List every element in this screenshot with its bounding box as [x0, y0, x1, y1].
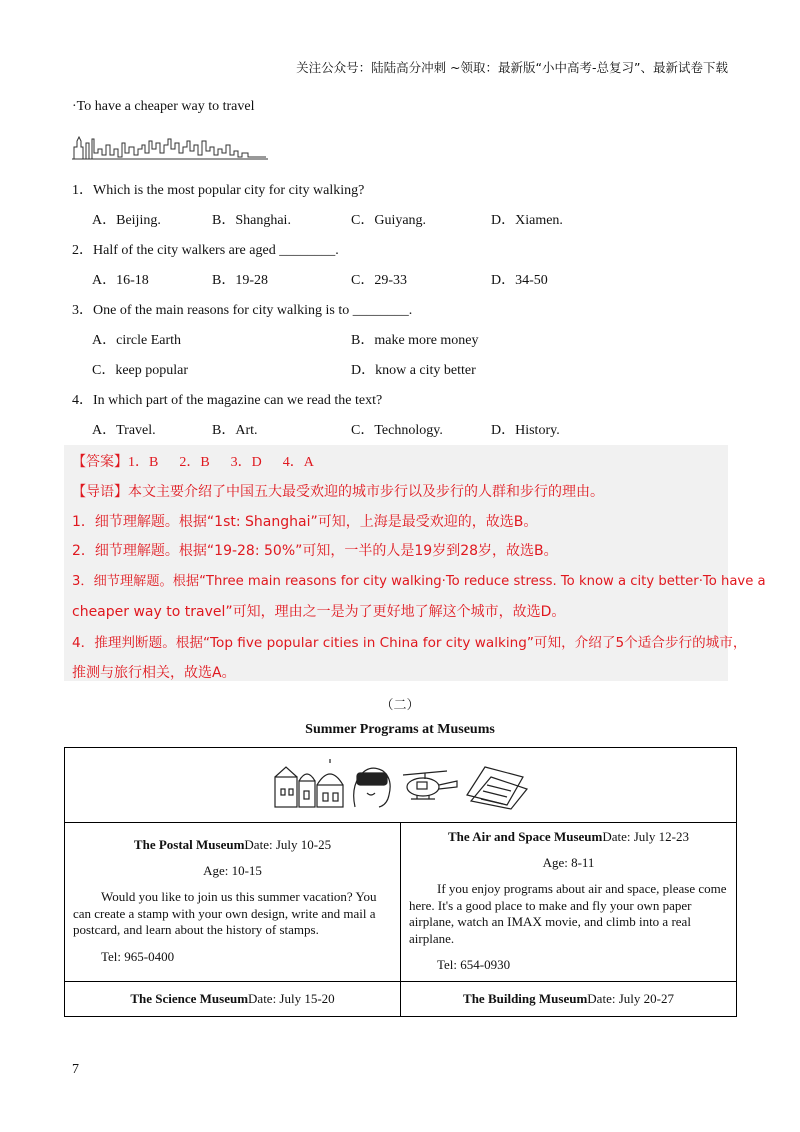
- explanation-2: 2．细节理解题。根据“19-28: 50%”可知，一半的人是19岁到28岁，故选B。: [72, 543, 558, 559]
- page-header: 关注公众号：陆陆高分冲刺 ~领取：最新版“小中高考-总复习”、最新试卷下载: [296, 60, 728, 75]
- guide-label: 【导语】: [72, 484, 128, 500]
- question-4-option-d: D．History.: [491, 423, 560, 438]
- explanation-1: 1．细节理解题。根据“1st: Shanghai”可知，上海是最受欢迎的，故选B。: [72, 514, 538, 530]
- question-2-option-c: C．29-33: [351, 273, 407, 288]
- museum-description: Would you like to join us this summer vacation? You can create a stamp with your own design, write and mail a postcard, and learn about the history of stamps.: [73, 889, 377, 937]
- city-skyline-image: [72, 135, 268, 161]
- vr-headset-icon: [353, 768, 389, 807]
- question-4-stem: 4．In which part of the magazine can we read the text?: [72, 393, 383, 408]
- question-2-option-a: A．16-18: [92, 273, 149, 288]
- question-1-stem: 1．Which is the most popular city for city walking?: [72, 183, 365, 198]
- question-3-option-d: D．know a city better: [351, 363, 476, 378]
- museum-phone: Tel: 965-0400: [101, 948, 175, 964]
- question-2-stem: 2．Half of the city walkers are aged ________.: [72, 243, 339, 258]
- question-4-option-c: C．Technology.: [351, 423, 443, 438]
- page-number: 7: [72, 1062, 79, 1077]
- question-1-option-a: A．Beijing.: [92, 213, 161, 228]
- museum-name: The Science Museum: [130, 991, 249, 1006]
- question-3-stem: 3．One of the main reasons for city walking is to ________.: [72, 303, 413, 318]
- museum-illustrations: [271, 755, 531, 811]
- building-icon: [275, 759, 343, 807]
- question-2-option-d: D．34-50: [491, 273, 548, 288]
- explanation-4-line-1: 4．推理判断题。根据“Top five popular cities in China for city walking”可知，介绍了5个适合步行的城市，: [72, 635, 747, 651]
- museum-card-postal: [65, 823, 401, 982]
- museum-description: If you enjoy programs about air and space, please come here. It's a good place to make and fly your own paper airplane, watch an IMAX movie, and climb into a real airplane.: [409, 881, 727, 946]
- answer-label: 【答案】: [72, 454, 128, 470]
- reason-line: ·To have a cheaper way to travel: [72, 99, 255, 114]
- passage-title: Summer Programs at Museums: [305, 722, 495, 737]
- museum-date: Date: July 15-20: [248, 991, 335, 1006]
- explanation-3-line-2: cheaper way to travel”可知，理由之一是为了更好地了解这个城市，故选D。: [72, 604, 566, 620]
- museum-card-building: [401, 982, 737, 1017]
- question-3-option-c: C．keep popular: [92, 363, 189, 378]
- explanation-4-line-2: 推测与旅行相关，故选A。: [72, 665, 236, 681]
- answer-line: [72, 451, 314, 471]
- explanation-3-line-1: 3．细节理解题。根据“Three main reasons for city walking·To reduce stress. To know a city better·To have a: [72, 574, 766, 589]
- question-4-option-b: B．Art.: [212, 423, 258, 438]
- museum-date: Date: July 10-25: [244, 837, 332, 852]
- museum-date: Date: July 20-27: [587, 991, 674, 1006]
- museum-card-air-space: [401, 823, 737, 982]
- museum-table: [64, 747, 737, 1017]
- museum-card-science: [65, 982, 401, 1017]
- question-1-option-d: D．Xiamen.: [491, 213, 563, 228]
- museum-date: Date: July 12-23: [602, 829, 689, 844]
- museum-name: The Air and Space Museum: [448, 829, 603, 844]
- helicopter-icon: [403, 771, 457, 799]
- question-3-option-b: B．make more money: [351, 333, 479, 348]
- museum-age: Age: 10-15: [203, 863, 262, 878]
- question-4-option-a: A．Travel.: [92, 423, 156, 438]
- question-3-option-a: A．circle Earth: [92, 333, 182, 348]
- stamps-icon: [467, 767, 527, 809]
- museum-images-cell: [65, 748, 737, 823]
- answer-values: 1．B 2．B 3．D 4．A: [128, 455, 314, 470]
- section-number: （二）: [380, 697, 420, 712]
- guide-text: 本文主要介绍了中国五大最受欢迎的城市步行以及步行的人群和步行的理由。: [128, 484, 604, 500]
- museum-name: The Postal Museum: [133, 837, 245, 852]
- question-1-option-c: C．Guiyang.: [351, 213, 427, 228]
- question-2-option-b: B．19-28: [212, 273, 268, 288]
- museum-age: Age: 8-11: [542, 855, 595, 870]
- museum-name: The Building Museum: [463, 991, 588, 1006]
- guide-line: [72, 481, 604, 501]
- question-1-option-b: B．Shanghai.: [212, 213, 291, 228]
- museum-phone: Tel: 654-0930: [437, 957, 511, 972]
